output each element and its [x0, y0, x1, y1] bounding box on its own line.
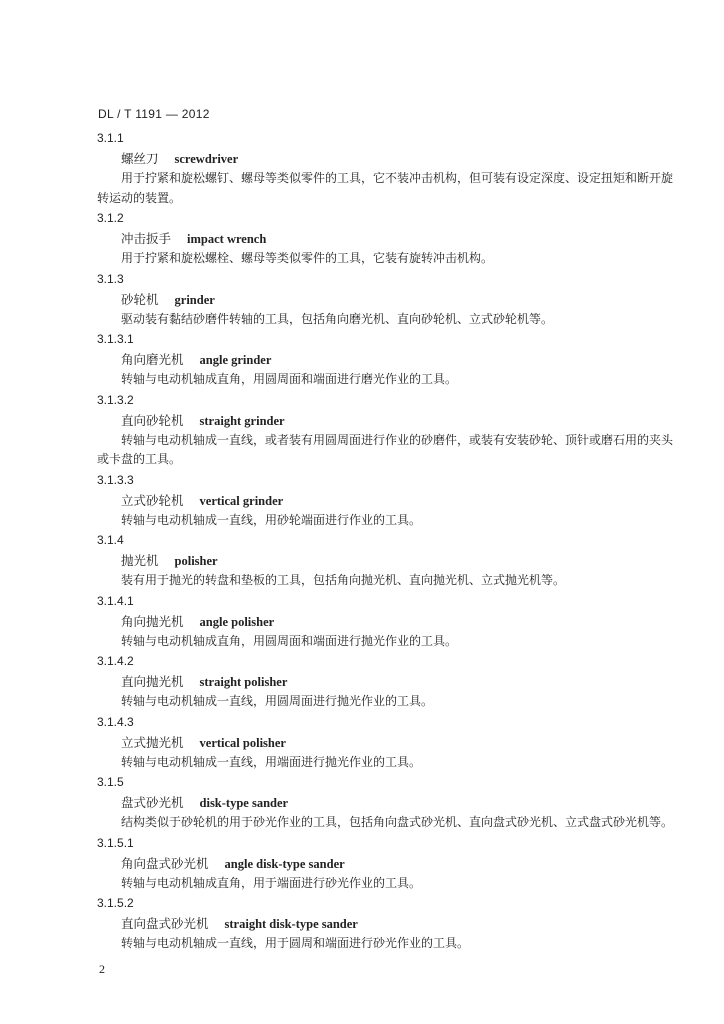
term-chinese: 冲击扳手: [121, 231, 172, 246]
term-english: polisher: [174, 554, 218, 568]
term-title: [0, 671, 724, 692]
term-title: [0, 792, 724, 813]
term-chinese: 直向盘式砂光机: [121, 916, 209, 931]
term-english: vertical polisher: [199, 735, 286, 750]
term-definition: 转轴与电动机轴成一直线，用于圆周和端面进行砂光作业的工具。: [121, 936, 470, 950]
clause-number: 3.1.1: [97, 131, 124, 145]
terms-list: [0, 128, 724, 954]
term-entry: [0, 591, 724, 652]
term-title: [0, 550, 724, 571]
clause-number: 3.1.5.1: [97, 835, 134, 850]
term-english: vertical grinder: [199, 493, 284, 508]
term-title: [0, 913, 724, 934]
clause-number: 3.1.4.2: [97, 654, 134, 668]
term-english: straight polisher: [199, 675, 288, 689]
term-title: [0, 732, 724, 753]
term-english: straight grinder: [199, 413, 285, 428]
term-definition: 转轴与电动机轴成一直线，用端面进行抛光作业的工具。: [121, 754, 422, 769]
term-entry: [0, 128, 724, 208]
term-entry: [0, 772, 724, 833]
term-title: [0, 289, 724, 310]
term-english: angle polisher: [199, 614, 275, 629]
term-definition: 转轴与电动机轴成直角，用于端面进行砂光作业的工具。: [121, 875, 422, 890]
term-chinese: 直向抛光机: [121, 674, 184, 689]
term-title: [0, 853, 724, 874]
clause-number: 3.1.3.1: [97, 332, 134, 346]
term-title: [0, 228, 724, 249]
term-title: [0, 410, 724, 431]
term-definition: 转轴与电动机轴成一直线，或者装有用圆周面进行作业的砂磨件，或装有安装砂轮、顶针或磨石用的夹头或卡盘的工具。: [97, 432, 674, 466]
term-chinese: 角向盘式砂光机: [121, 855, 209, 871]
clause-number: 3.1.3.2: [97, 392, 134, 407]
term-english: disk-type sander: [199, 796, 289, 810]
term-title: [0, 490, 724, 511]
clause-number: 3.1.5: [97, 775, 124, 789]
term-title: [0, 148, 724, 169]
term-entry: [0, 833, 724, 894]
term-chinese: 螺丝刀: [121, 151, 159, 166]
term-title: [0, 349, 724, 370]
term-english: impact wrench: [187, 232, 267, 246]
term-english: grinder: [174, 292, 215, 307]
term-english: screwdriver: [174, 152, 239, 166]
term-definition: 转轴与电动机轴成一直线，用砂轮端面进行作业的工具。: [121, 512, 422, 527]
term-english: straight disk-type sander: [224, 917, 358, 931]
term-definition: 结构类似于砂轮机的用于砂光作业的工具，包括角向盘式砂光机、直向盘式砂光机、立式盘式砂光机等。: [121, 815, 674, 829]
term-chinese: 砂轮机: [121, 291, 159, 307]
term-entry: [0, 269, 724, 330]
term-chinese: 角向抛光机: [121, 613, 184, 629]
term-entry: [0, 390, 724, 470]
term-chinese: 立式砂轮机: [121, 492, 184, 508]
clause-number: 3.1.5.2: [97, 896, 134, 910]
term-definition: 转轴与电动机轴成一直线，用圆周面进行抛光作业的工具。: [121, 694, 434, 708]
term-chinese: 盘式砂光机: [121, 795, 184, 810]
term-chinese: 直向砂轮机: [121, 412, 184, 428]
term-entry: [0, 651, 724, 712]
term-chinese: 抛光机: [121, 553, 159, 568]
term-chinese: 角向磨光机: [121, 352, 184, 367]
term-chinese: 立式抛光机: [121, 734, 184, 750]
term-definition: 用于拧紧和旋松螺钉、螺母等类似零件的工具，它不装冲击机构，但可装有设定深度、设定扭矩和断开旋转运动的装置。: [97, 171, 674, 205]
page-number: 2: [99, 962, 105, 976]
clause-number: 3.1.4: [97, 533, 124, 547]
term-entry: [0, 470, 724, 531]
clause-number: 3.1.3: [97, 271, 124, 286]
term-definition: 装有用于抛光的转盘和垫板的工具，包括角向抛光机、直向抛光机、立式抛光机等。: [121, 573, 566, 587]
term-definition: 转轴与电动机轴成直角，用圆周面和端面进行抛光作业的工具。: [121, 633, 458, 648]
term-entry: [0, 329, 724, 390]
clause-number: 3.1.2: [97, 211, 124, 225]
term-entry: [0, 712, 724, 773]
clause-number: 3.1.4.1: [97, 593, 134, 608]
clause-number: 3.1.3.3: [97, 472, 134, 487]
term-definition: 用于拧紧和旋松螺栓、螺母等类似零件的工具，它装有旋转冲击机构。: [121, 251, 494, 265]
clause-number: 3.1.4.3: [97, 714, 134, 729]
term-entry: [0, 208, 724, 269]
term-english: angle grinder: [199, 353, 272, 367]
term-definition: 转轴与电动机轴成直角，用圆周面和端面进行磨光作业的工具。: [121, 372, 458, 386]
term-title: [0, 611, 724, 632]
document-header: DL / T 1191 — 2012: [98, 107, 210, 121]
term-entry: [0, 893, 724, 954]
term-entry: [0, 530, 724, 591]
term-definition: 驱动装有黏结砂磨件转轴的工具，包括角向磨光机、直向砂轮机、立式砂轮机等。: [121, 311, 554, 326]
term-english: angle disk-type sander: [224, 856, 345, 871]
